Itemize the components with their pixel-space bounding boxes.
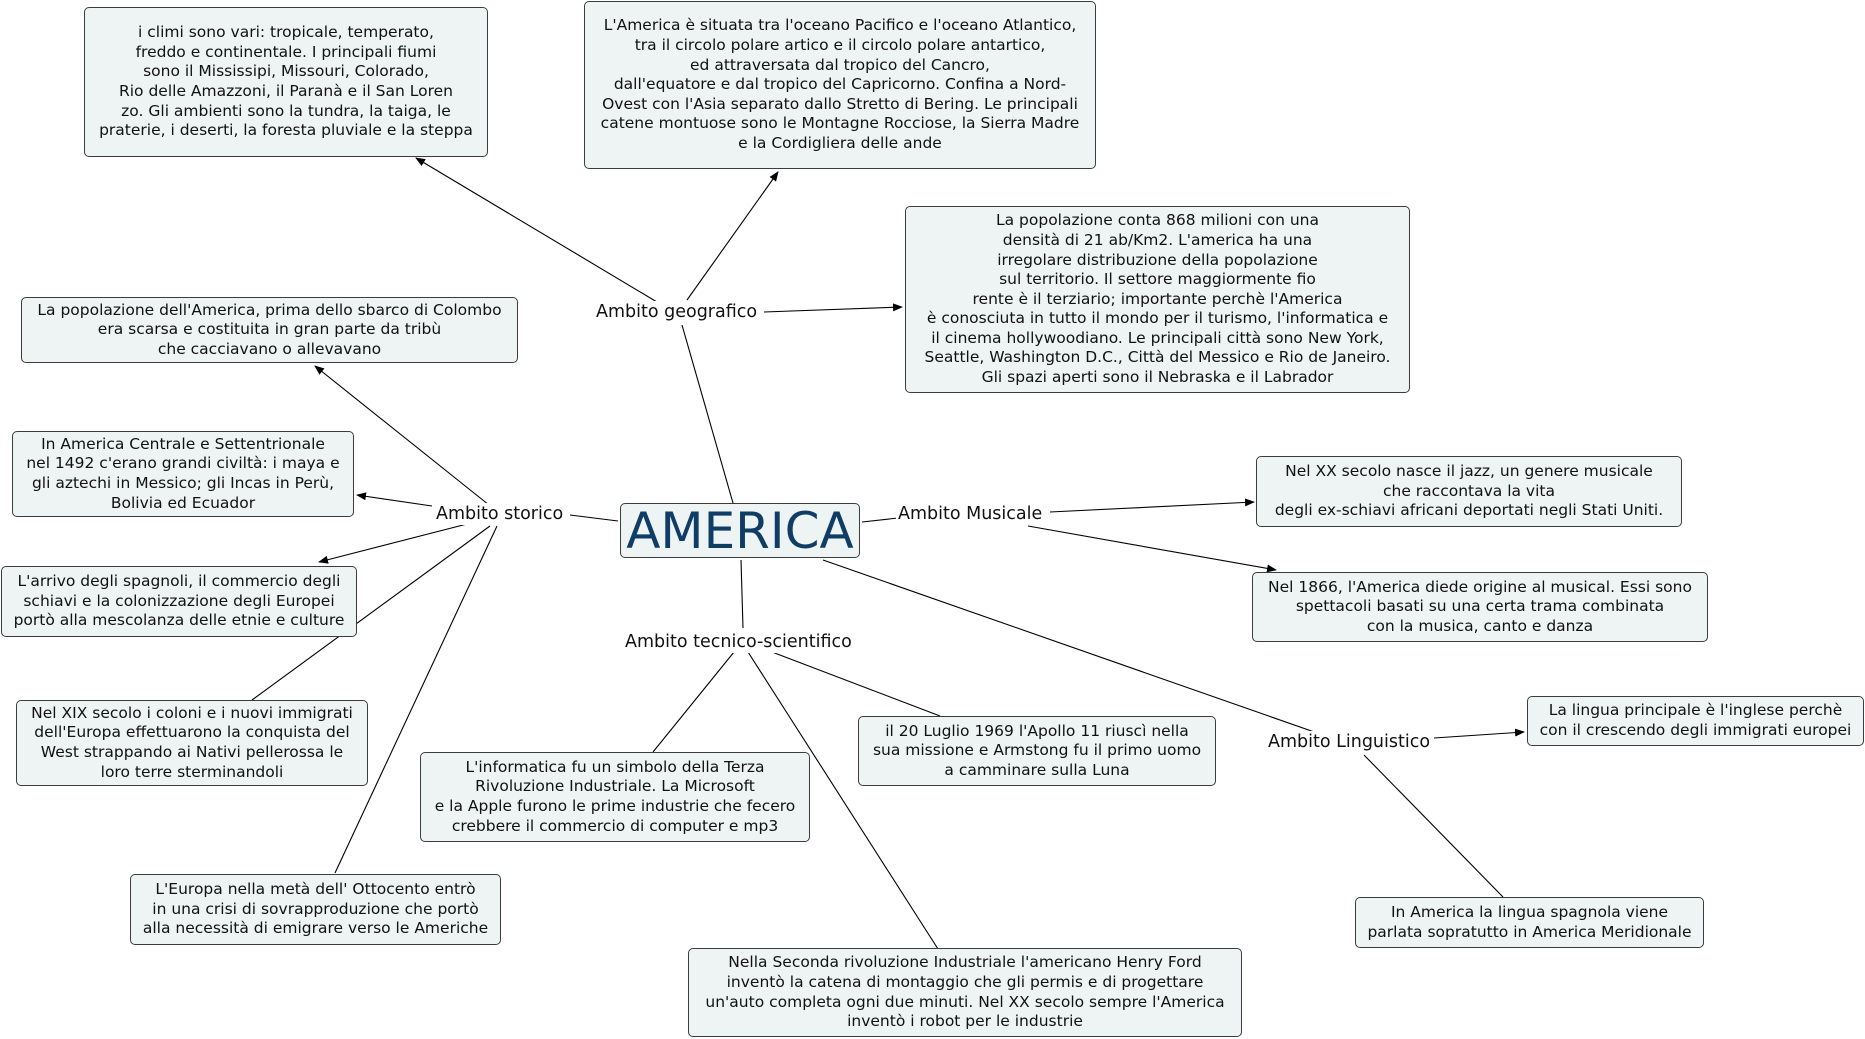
node-coloni[interactable]: Nel XIX secolo i coloni e i nuovi immigrati dell'Europa effettuarono la conquista del West strappando ai Nativi pellerossa le loro terre sterminandoli [16,700,368,786]
link-linguistico-spagnola [1364,755,1503,897]
node-apollo[interactable]: il 20 Luglio 1969 l'Apollo 11 riuscì nella sua missione e Armstong fu il primo uomo a camminare sulla Luna [858,716,1216,786]
link-tecnico-informatica [653,652,734,752]
arrow-storico-spagnoli [319,524,467,562]
branch-ambito-tecnico-scientifico[interactable]: Ambito tecnico-scientifico [625,632,852,652]
arrow-geografico-posizione [687,172,778,300]
node-popolazione[interactable]: La popolazione conta 868 milioni con una densità di 21 ab/Km2. L'america ha una irregolare distribuzione della popolazione sul territorio. Il settore maggiormente fio rente è il terziario; importante perchè l'America è conosciuta in tutto il mondo per il turismo, l'informatica e il cinema hollywoodiano. Le principali città sono New York, Seattle, Washington D.C., Città del Messico e Rio de Janeiro. Gli spazi aperti sono il Nebraska e il Labrador [905,206,1410,393]
arrow-musicale-musical [1028,526,1276,570]
branch-ambito-linguistico[interactable]: Ambito Linguistico [1268,732,1431,752]
link-tecnico-apollo [772,652,940,716]
node-inglese[interactable]: La lingua principale è l'inglese perchè con il crescendo degli immigrati europei [1527,696,1864,746]
central-topic[interactable]: AMERICA [620,503,860,558]
node-climi[interactable]: i climi sono vari: tropicale, temperato, freddo e continentale. I principali fiumi sono il Mississipi, Missouri, Colorado, Rio delle Amazzoni, il Paranà e il San Loren zo. Gli ambienti sono la tundra, la taiga, le praterie, i deserti, la foresta pluviale e la steppa [84,7,488,157]
arrow-linguistico-inglese [1434,732,1524,738]
arrow-musicale-jazz [1050,502,1254,512]
arrow-storico-civilta [357,495,432,506]
node-ford[interactable]: Nella Seconda rivoluzione Industriale l'americano Henry Ford inventò la catena di montaggio che gli permis e di progettare un'auto completa ogni due minuti. Nel XX secolo sempre l'America inventò i robot per le industrie [688,948,1242,1037]
node-ottocento[interactable]: L'Europa nella metà dell' Ottocento entrò in una crisi di sovrapproduzione che portò alla necessità di emigrare verso le Americhe [130,874,501,945]
arrow-geografico-popolazione [764,307,902,312]
branch-ambito-musicale[interactable]: Ambito Musicale [898,504,1043,524]
branch-ambito-geografico[interactable]: Ambito geografico [596,302,758,322]
link-center-storico [570,515,618,521]
node-spagnoli[interactable]: L'arrivo degli spagnoli, il commercio degli schiavi e la colonizzazione degli Europei portò alla mescolanza delle etnie e culture [1,566,357,637]
node-musical[interactable]: Nel 1866, l'America diede origine al musical. Essi sono spettacoli basati su una certa trama combinata con la musica, canto e danza [1252,572,1708,642]
link-center-geografico [682,325,733,503]
node-spagnola[interactable]: In America la lingua spagnola viene parlata sopratutto in America Meridionale [1355,897,1704,948]
node-colombo[interactable]: La popolazione dell'America, prima dello sbarco di Colombo era scarsa e costituita in gran parte da tribù che cacciavano o allevavano [21,297,518,363]
link-center-musicale [862,518,898,522]
arrow-geografico-climi [416,158,662,305]
node-posizione[interactable]: L'America è situata tra l'oceano Pacifico e l'oceano Atlantico, tra il circolo polare artico e il circolo polare antartico, ed attraversata dal tropico del Cancro, dall'equatore e dal tropico del Capricorno. Confina a Nord- Ovest con l'Asia separato dallo Stretto di Bering. Le principali catene montuose sono le Montagne Rocciose, la Sierra Madre e la Cordigliera delle ande [584,1,1096,169]
branch-ambito-storico[interactable]: Ambito storico [436,504,564,524]
link-center-tecnico [741,560,743,628]
link-center-linguistico [823,560,1320,734]
node-informatica[interactable]: L'informatica fu un simbolo della Terza Rivoluzione Industriale. La Microsoft e la Apple furono le prime industrie che fecero crebbere il commercio di computer e mp3 [420,752,810,842]
node-jazz[interactable]: Nel XX secolo nasce il jazz, un genere musicale che raccontava la vita degli ex-schiavi africani deportati negli Stati Uniti. [1256,456,1682,527]
node-civilta[interactable]: In America Centrale e Settentrionale nel 1492 c'erano grandi civiltà: i maya e gli aztechi in Messico; gli Incas in Perù, Bolivia ed Ecuador [12,431,354,517]
